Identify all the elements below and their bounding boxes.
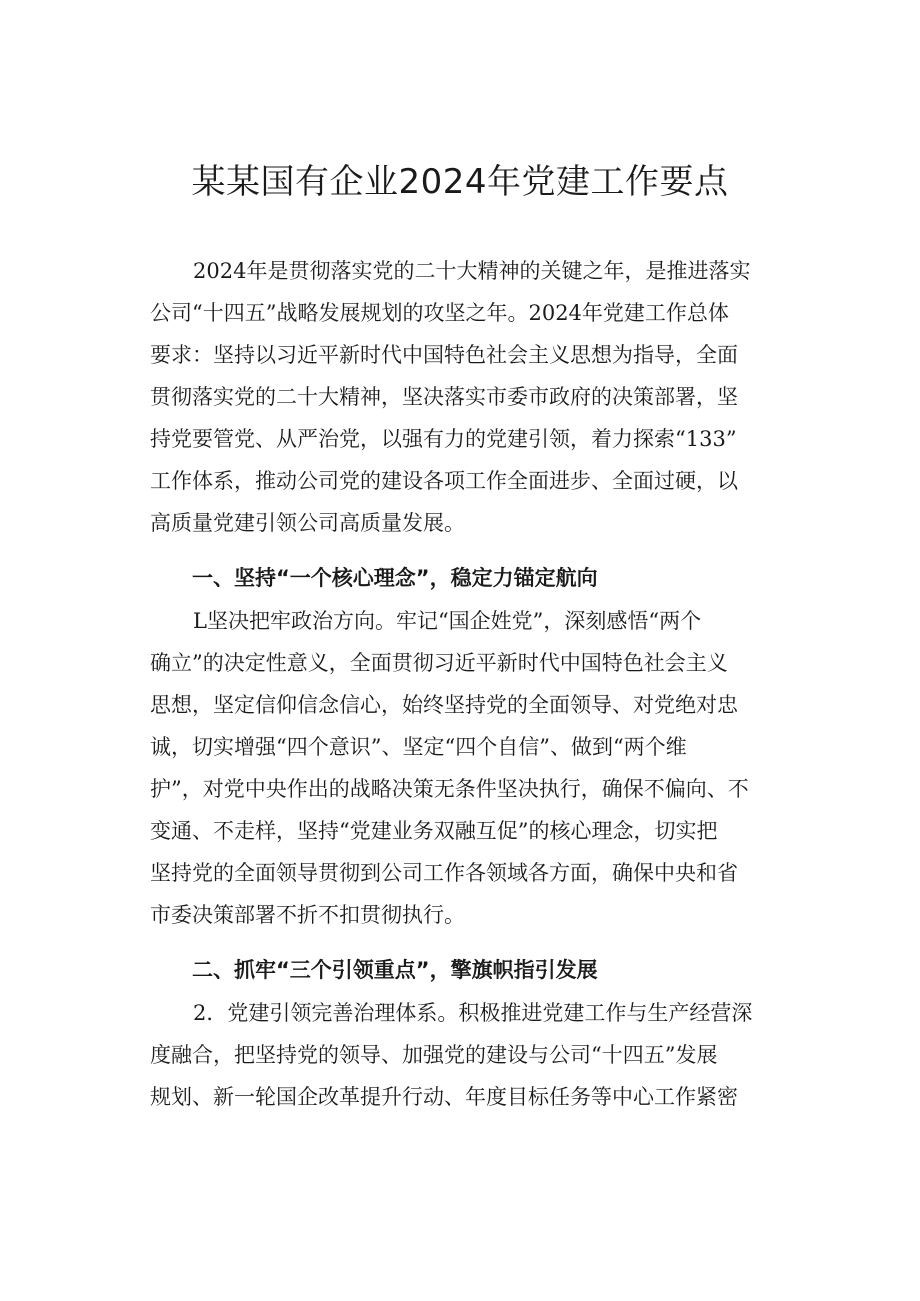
paragraph-line: 公司“十四五”战略发展规划的攻坚之年。2024年党建工作总体 xyxy=(150,301,729,325)
paragraph-line: 确立”的决定性意义，全面贯彻习近平新时代中国特色社会主义 xyxy=(150,651,728,675)
paragraph-line: 工作体系，推动公司党的建设各项工作全面进步、全面过硬，以 xyxy=(150,469,738,493)
paragraph-line: 要求：坚持以习近平新时代中国特色社会主义思想为指导，全面 xyxy=(150,343,738,367)
paragraph-line: 变通、不走样，坚持“党建业务双融互促”的核心理念，切实把 xyxy=(150,819,718,843)
paragraph-line: 规划、新一轮国企改革提升行动、年度目标任务等中心工作紧密 xyxy=(150,1085,738,1109)
paragraph-line: 思想，坚定信仰信念信心，始终坚持党的全面领导、对党绝对忠 xyxy=(150,693,738,717)
paragraph-line: 坚持党的全面领导贯彻到公司工作各领域各方面，确保中央和省 xyxy=(150,861,738,885)
section-1-paragraph xyxy=(150,600,790,936)
paragraph-line: 持党要管党、从严治党，以强有力的党建引领，着力探索“133” xyxy=(150,427,737,451)
section-heading-2: 二、抓牢“三个引领重点”，擎旗帜指引发展 xyxy=(192,958,598,982)
section-heading-1: 一、坚持“一个核心理念”，稳定力锚定航向 xyxy=(192,566,598,590)
paragraph-line: 2024年是贯彻落实党的二十大精神的关键之年，是推进落实 xyxy=(193,259,751,283)
paragraph-line: 护”，对党中央作出的战略决策无条件坚决执行，确保不偏向、不 xyxy=(150,777,749,801)
paragraph-line: 度融合，把坚持党的领导、加强党的建设与公司“十四五”发展 xyxy=(150,1043,718,1067)
section-2-paragraph xyxy=(150,992,790,1118)
paragraph-line: L坚决把牢政治方向。牢记“国企姓党”，深刻感悟“两个 xyxy=(193,609,702,633)
paragraph-line: 诚，切实增强“四个意识”、坚定“四个自信”、做到“两个维 xyxy=(150,735,687,759)
paragraph-line: 市委决策部署不折不扣贯彻执行。 xyxy=(150,903,465,927)
paragraph-line: 贯彻落实党的二十大精神，坚决落实市委市政府的决策部署，坚 xyxy=(150,385,738,409)
document-title: 某某国有企业2024年党建工作要点 xyxy=(191,162,729,202)
paragraph-line: 2．党建引领完善治理体系。积极推进党建工作与生产经营深 xyxy=(193,1001,753,1025)
intro-paragraph xyxy=(150,250,790,544)
paragraph-line: 高质量党建引领公司高质量发展。 xyxy=(150,511,465,535)
